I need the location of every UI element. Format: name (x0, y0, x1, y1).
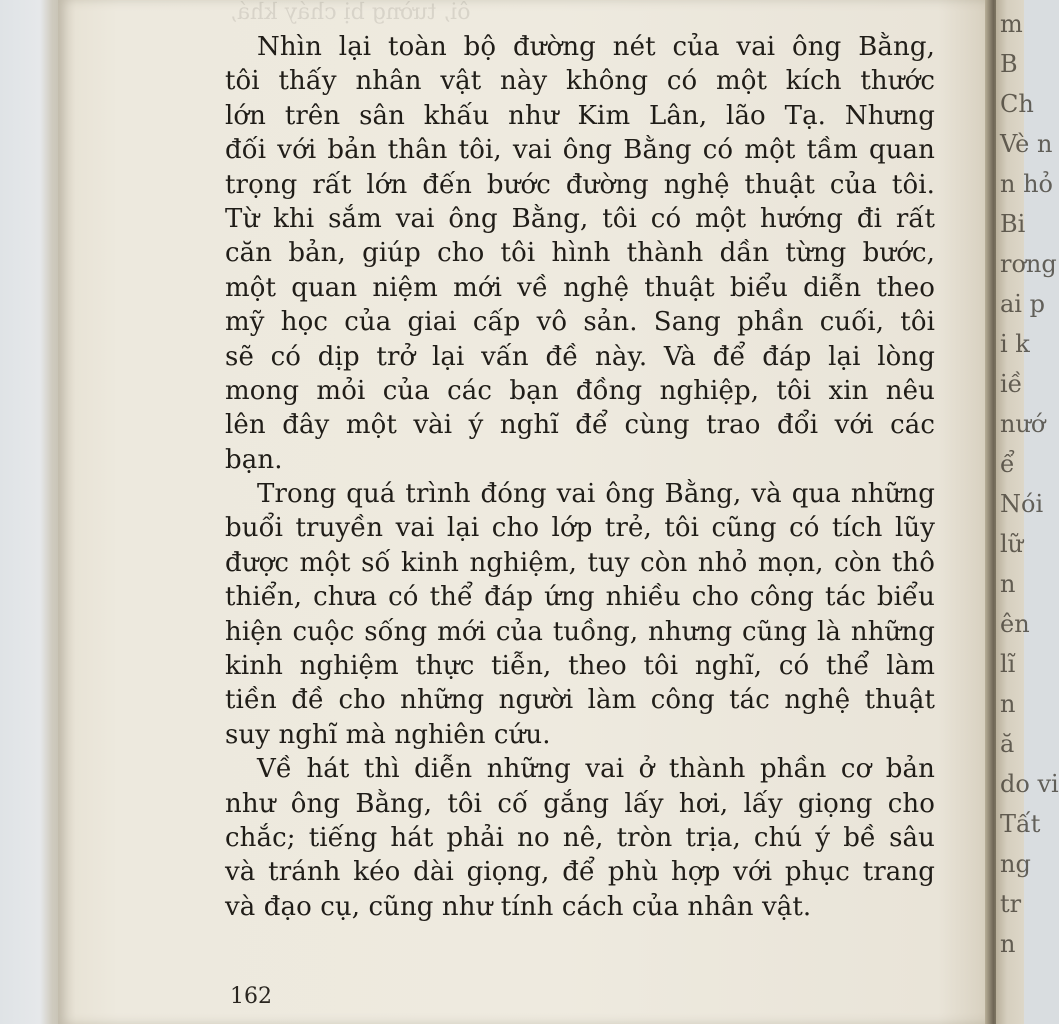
facing-page-fragment: Bi (1000, 210, 1026, 238)
facing-page-fragment: rơng (1000, 250, 1057, 278)
facing-page-fragment: lữ (1000, 530, 1024, 558)
facing-page-fragment: nướ (1000, 410, 1046, 438)
text-line: chắc; tiếng hát phải no nê, tròn trịa, chú ý bề sâu (225, 822, 935, 853)
page-body (225, 30, 935, 924)
text-line: Về hát thì diễn những vai ở thành phần cơ bản (257, 754, 935, 785)
paragraph-2 (225, 477, 935, 752)
facing-page-fragment: ng (1000, 850, 1031, 878)
facing-page-fragment: iề (1000, 370, 1023, 398)
page-number: 162 (230, 984, 272, 1009)
paragraph-1 (225, 30, 935, 477)
facing-page-fragment: Ch (1000, 90, 1034, 118)
facing-page-fragment: i k (1000, 330, 1030, 358)
text-line: Nhìn lại toàn bộ đường nét của vai ông Bằng, (257, 32, 935, 62)
text-line: được một số kinh nghiệm, tuy còn nhỏ mọn, còn thô (225, 547, 935, 578)
text-line: tiền đề cho những người làm công tác nghệ thuật (225, 685, 935, 716)
text-line: kinh nghiệm thực tiễn, theo tôi nghĩ, có thể làm (225, 651, 935, 682)
text-line: và tránh kéo dài giọng, để phù hợp với phục trang (225, 857, 935, 888)
text-line: Từ khi sắm vai ông Bằng, tôi có một hướng đi rất (225, 203, 935, 234)
paragraph-3 (225, 752, 935, 924)
facing-page-fragment: ể (1000, 450, 1015, 478)
text-line: sẽ có dịp trở lại vấn đề này. Và để đáp lại lòng (225, 341, 935, 372)
facing-page-edge (996, 0, 1059, 1024)
text-line: như ông Bằng, tôi cố gắng lấy hơi, lấy giọng cho (225, 788, 935, 819)
facing-page-fragment: n (1000, 690, 1016, 718)
facing-page-fragment: do vi (1000, 770, 1059, 798)
text-line: thiển, chưa có thể đáp ứng nhiều cho công tác biểu (225, 582, 935, 613)
text-line: suy nghĩ mà nghiên cứu. (225, 719, 551, 750)
text-line: trọng rất lớn đến bước đường nghệ thuật của tôi. (225, 169, 935, 200)
text-line: buổi truyền vai lại cho lớp trẻ, tôi cũng có tích lũy (225, 513, 935, 544)
text-line: lên đây một vài ý nghĩ để cùng trao đổi với các (225, 410, 935, 441)
facing-page-fragment: ai p (1000, 290, 1045, 318)
text-line: mong mỏi của các bạn đồng nghiệp, tôi xin nêu (225, 375, 935, 406)
facing-page-fragment: ên (1000, 610, 1030, 638)
text-line: căn bản, giúp cho tôi hình thành dần từng bước, (225, 238, 935, 269)
facing-page-fragment: n (1000, 570, 1016, 598)
text-line: hiện cuộc sống mới của tuồng, nhưng cũng là những (225, 616, 935, 647)
facing-page-fragment: Nói (1000, 490, 1044, 518)
text-line: đối với bản thân tôi, vai ông Bằng có một tầm quan (225, 135, 935, 166)
text-line: một quan niệm mới về nghệ thuật biểu diễn theo (225, 272, 935, 303)
show-through-text: ôi, tường bị cháy khá, (230, 0, 471, 25)
text-line: và đạo cụ, cũng như tính cách của nhân vật. (225, 891, 812, 922)
facing-page-fragment: Vè n (1000, 130, 1053, 158)
facing-page-fragment: n hỏ (1000, 170, 1053, 198)
text-line: lớn trên sân khấu như Kim Lân, lão Tạ. Nhưng (225, 100, 935, 131)
text-line: mỹ học của giai cấp vô sản. Sang phần cuối, tôi (225, 307, 935, 338)
facing-page-fragment: tr (1000, 890, 1022, 918)
facing-page-fragment: ă (1000, 730, 1015, 758)
facing-page-fragment: lĩ (1000, 650, 1016, 678)
facing-page-fragment: m (1000, 10, 1023, 38)
text-line: bạn. (225, 444, 283, 475)
facing-page-fragment: n (1000, 930, 1016, 958)
facing-page-fragment: Tất (1000, 810, 1041, 838)
text-line: tôi thấy nhân vật này không có một kích thước (225, 66, 935, 97)
text-line: Trong quá trình đóng vai ông Bằng, và qua những (257, 479, 935, 510)
facing-page-fragment: B (1000, 50, 1018, 78)
